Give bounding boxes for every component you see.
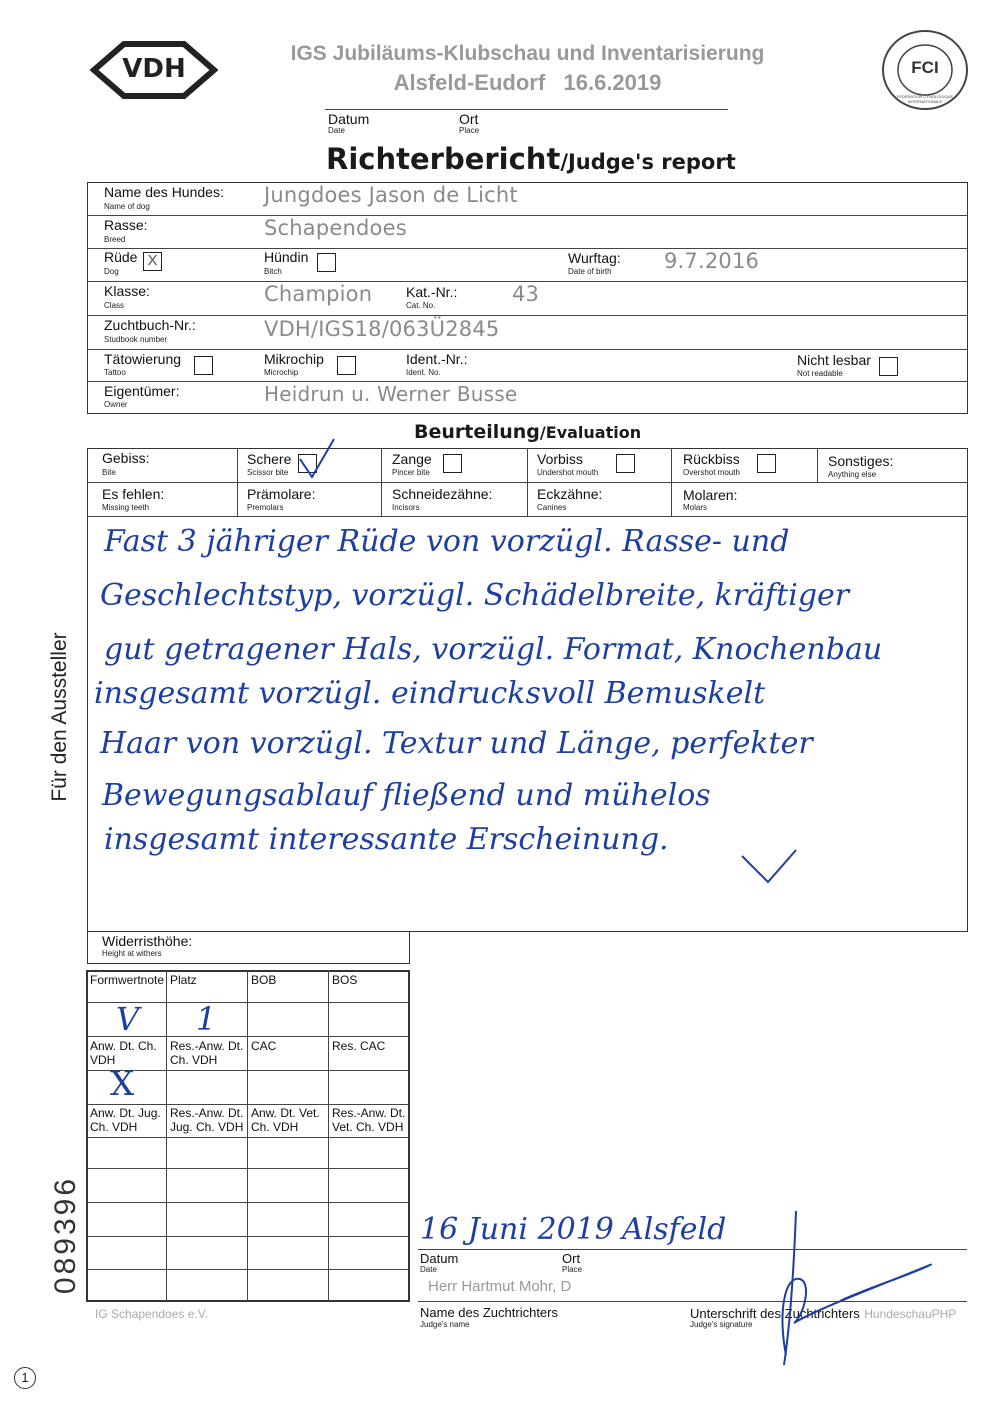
teeth-row-divider <box>87 516 968 517</box>
grid-col <box>247 970 248 1302</box>
anw-ch-header-line: Anw. Dt. Ch. <box>90 1039 157 1053</box>
row-divider <box>87 349 968 350</box>
tattoo-label: Tätowierung <box>104 351 182 367</box>
jug-header-line: Anw. Dt. Jug. <box>90 1106 161 1120</box>
signature-place-hand: Alsfeld <box>622 1212 727 1247</box>
grid-row <box>86 1137 410 1138</box>
evaluation-title-de: Beurteilung <box>414 421 540 443</box>
premolars-label: Prämolare: <box>247 486 316 502</box>
cat-value: 43 <box>512 282 540 306</box>
birth-value: 9.7.2016 <box>664 249 760 273</box>
missing-sub: Missing teeth <box>102 503 150 512</box>
row-divider <box>87 248 968 249</box>
chip-label: Mikrochip <box>264 351 324 367</box>
col-divider <box>237 448 238 516</box>
unreadable-label: Nicht lesbar <box>797 352 871 368</box>
res-jug-header-line: Res.-Anw. Dt. <box>170 1106 244 1120</box>
row-divider <box>87 215 968 216</box>
place-value: 1 <box>196 1000 217 1038</box>
dog-name-value: Jungdoes Jason de Licht <box>264 183 518 207</box>
judge-name: Herr Hartmut Mohr, D <box>428 1278 572 1295</box>
col-divider <box>381 448 382 516</box>
res-cac-header: Res. CAC <box>332 1039 386 1053</box>
chip-checkbox[interactable] <box>337 356 356 375</box>
undershot-checkbox[interactable] <box>616 454 635 473</box>
evaluation-title <box>414 421 641 443</box>
grid-col <box>328 970 329 1302</box>
male-label: Rüde <box>104 249 138 265</box>
studbook-sub: Studbook number <box>104 335 168 344</box>
evaluation-title-en: /Evaluation <box>539 423 642 442</box>
molars-sub: Molars <box>683 503 708 512</box>
row-divider <box>87 381 968 382</box>
incisors-sub: Incisors <box>392 503 420 512</box>
cat-label: Kat.-Nr.: <box>406 284 458 300</box>
evaluation-line: Haar von vorzügl. Textur und Länge, perfekter <box>100 726 813 761</box>
header-place-sub: Place <box>459 126 480 135</box>
birth-sub: Date of birth <box>568 267 612 276</box>
scissor-label: Schere <box>247 451 292 467</box>
owner-label: Eigentümer: <box>104 383 180 399</box>
signature-date-label: Datum <box>420 1251 459 1266</box>
col-divider <box>527 448 528 516</box>
signature-sub: Judge's signature <box>690 1320 753 1329</box>
grid-row <box>86 1070 410 1071</box>
res-anw-ch-header-line: Ch. VDH <box>170 1053 218 1067</box>
breed-label: Rasse: <box>104 217 148 233</box>
owner-sub: Owner <box>104 400 128 409</box>
anw-ch-mark: X <box>110 1064 135 1104</box>
incisors-label: Schneidezähne: <box>392 486 493 502</box>
judge-signature <box>770 1205 950 1370</box>
unreadable-checkbox[interactable] <box>879 357 898 376</box>
evaluation-end-mark <box>738 846 802 886</box>
overshot-checkbox[interactable] <box>757 454 776 473</box>
serial-number: 089396 <box>49 1175 82 1295</box>
header-place-label: Ort <box>459 111 479 127</box>
jug-header <box>90 1106 161 1134</box>
jug-header-line: Ch. VDH <box>90 1120 138 1134</box>
event-title: IGS Jubiläums-Klubschau und Inventarisierung <box>290 42 765 65</box>
grade-header: Formwertnote <box>90 973 165 987</box>
other-sub: Anything else <box>828 470 877 479</box>
canines-label: Eckzähne: <box>537 486 603 502</box>
res-vet-header-line: Res.-Anw. Dt. <box>332 1106 406 1120</box>
header-date-label: Datum <box>328 111 370 127</box>
res-jug-header-line: Jug. Ch. VDH <box>170 1120 244 1134</box>
grid-row <box>86 1104 410 1105</box>
grid-row <box>86 1202 410 1203</box>
grid-row <box>86 1168 410 1169</box>
overshot-label: Rückbiss <box>683 451 740 467</box>
pincer-checkbox[interactable] <box>443 454 462 473</box>
vdh-logo <box>90 40 218 100</box>
page-number-circle <box>14 1367 36 1389</box>
female-label: Hündin <box>264 249 309 265</box>
male-checkbox[interactable]: X <box>143 252 162 271</box>
dog-name-sub: Name of dog <box>104 202 150 211</box>
ident-sub: Ident. No. <box>406 368 441 377</box>
report-title-en: /Judge's report <box>560 150 736 174</box>
evaluation-line: gut getragener Hals, vorzügl. Format, Knochenbau <box>104 632 883 667</box>
vet-header-line: Ch. VDH <box>251 1120 299 1134</box>
res-jug-header <box>170 1106 243 1134</box>
vet-header-line: Anw. Dt. Vet. <box>251 1106 320 1120</box>
exhibitor-label: Für den Aussteller <box>48 632 71 802</box>
class-label: Klasse: <box>104 283 150 299</box>
evaluation-line: Bewegungsablauf fließend und mühelos <box>102 778 711 813</box>
breed-sub: Breed <box>104 235 126 244</box>
withers-label: Widerristhöhe: <box>102 933 193 949</box>
breed-value: Schapendoes <box>264 216 407 240</box>
place-header: Platz <box>170 973 197 987</box>
bite-sub: Bite <box>102 468 116 477</box>
report-title <box>326 142 736 176</box>
vdh-logo-text: VDH <box>122 54 186 84</box>
judge-name-sub: Judge's name <box>420 1320 470 1329</box>
class-sub: Class <box>104 301 125 310</box>
evaluation-line: Geschlechtstyp, vorzügl. Schädelbreite, kräftiger <box>100 578 850 613</box>
ident-label: Ident.-Nr.: <box>406 351 468 367</box>
evaluation-line: insgesamt interessante Erscheinung. <box>104 822 669 857</box>
birth-label: Wurftag: <box>568 250 621 266</box>
page-number: 1 <box>21 1370 29 1385</box>
fci-ring-text: FEDERATION CYNOLOGIQUE INTERNATIONALE <box>896 94 954 104</box>
molars-label: Molaren: <box>683 487 738 503</box>
tattoo-checkbox[interactable] <box>194 356 213 375</box>
signature-label: Unterschrift des Zuchtrichters <box>690 1306 860 1321</box>
overshot-sub: Overshot mouth <box>683 468 740 477</box>
cac-header: CAC <box>251 1039 277 1053</box>
female-sub: Bitch <box>264 267 282 276</box>
premolars-sub: Premolars <box>247 503 284 512</box>
evaluation-line: Fast 3 jähriger Rüde von vorzügl. Rasse- und <box>104 524 790 559</box>
pincer-label: Zange <box>392 451 432 467</box>
anw-ch-header <box>90 1039 157 1067</box>
signature-date-hand: 16 Juni 2019 <box>420 1212 614 1247</box>
signature-place-sub: Place <box>562 1265 583 1274</box>
studbook-label: Zuchtbuch-Nr.: <box>104 317 196 333</box>
unreadable-sub: Not readable <box>797 369 843 378</box>
bite-label: Gebiss: <box>102 450 150 466</box>
bob-header: BOB <box>251 973 277 987</box>
undershot-sub: Undershot mouth <box>537 468 599 477</box>
class-value: Champion <box>264 282 373 306</box>
scissor-check-mark <box>294 437 338 481</box>
canines-sub: Canines <box>537 503 567 512</box>
event-place-date: Alsfeld-Eudorf 16.6.2019 <box>393 70 662 95</box>
grid-row <box>86 1236 410 1237</box>
other-label: Sonstiges: <box>828 453 894 469</box>
anw-ch-header-line: VDH <box>90 1053 116 1067</box>
header-date-sub: Date <box>328 126 345 135</box>
evaluation-line: insgesamt vorzügl. eindrucksvoll Bemuskelt <box>94 676 766 711</box>
grid-col <box>166 970 167 1302</box>
signature-place-label: Ort <box>562 1251 581 1266</box>
report-title-de: Richterbericht <box>326 142 561 176</box>
owner-value: Heidrun u. Werner Busse <box>264 382 518 406</box>
chip-sub: Microchip <box>264 368 299 377</box>
fci-logo-text: FCI <box>911 58 939 77</box>
scissor-sub: Scissor bite <box>247 468 289 477</box>
missing-label: Es fehlen: <box>102 486 165 502</box>
judge-name-label: Name des Zuchtrichters <box>420 1305 558 1320</box>
tattoo-sub: Tattoo <box>104 368 126 377</box>
withers-sub: Height at withers <box>102 949 162 958</box>
male-sub: Dog <box>104 267 119 276</box>
res-anw-ch-header-line: Res.-Anw. Dt. <box>170 1039 244 1053</box>
signature-date-sub: Date <box>420 1265 437 1274</box>
bos-header: BOS <box>332 973 358 987</box>
fci-logo <box>880 28 970 112</box>
studbook-value: VDH/IGS18/063Ü2845 <box>264 317 500 341</box>
res-anw-ch-header <box>170 1039 243 1067</box>
header-date-line <box>325 109 728 110</box>
dog-name-label: Name des Hundes: <box>104 184 224 200</box>
cat-sub: Cat. No. <box>406 301 436 310</box>
res-vet-header <box>332 1106 405 1134</box>
club-name: IG Schapendoes e.V. <box>95 1307 208 1321</box>
software-label: HundeschauPHP <box>864 1307 957 1321</box>
female-checkbox[interactable] <box>317 253 336 272</box>
res-vet-header-line: Vet. Ch. VDH <box>332 1120 404 1134</box>
pincer-sub: Pincer bite <box>392 468 430 477</box>
row-divider <box>87 315 968 316</box>
grade-value: V <box>116 1000 140 1038</box>
vet-header <box>251 1106 320 1134</box>
grid-row <box>86 1269 410 1270</box>
undershot-label: Vorbiss <box>537 451 583 467</box>
col-divider <box>817 448 818 482</box>
col-divider <box>671 448 672 516</box>
